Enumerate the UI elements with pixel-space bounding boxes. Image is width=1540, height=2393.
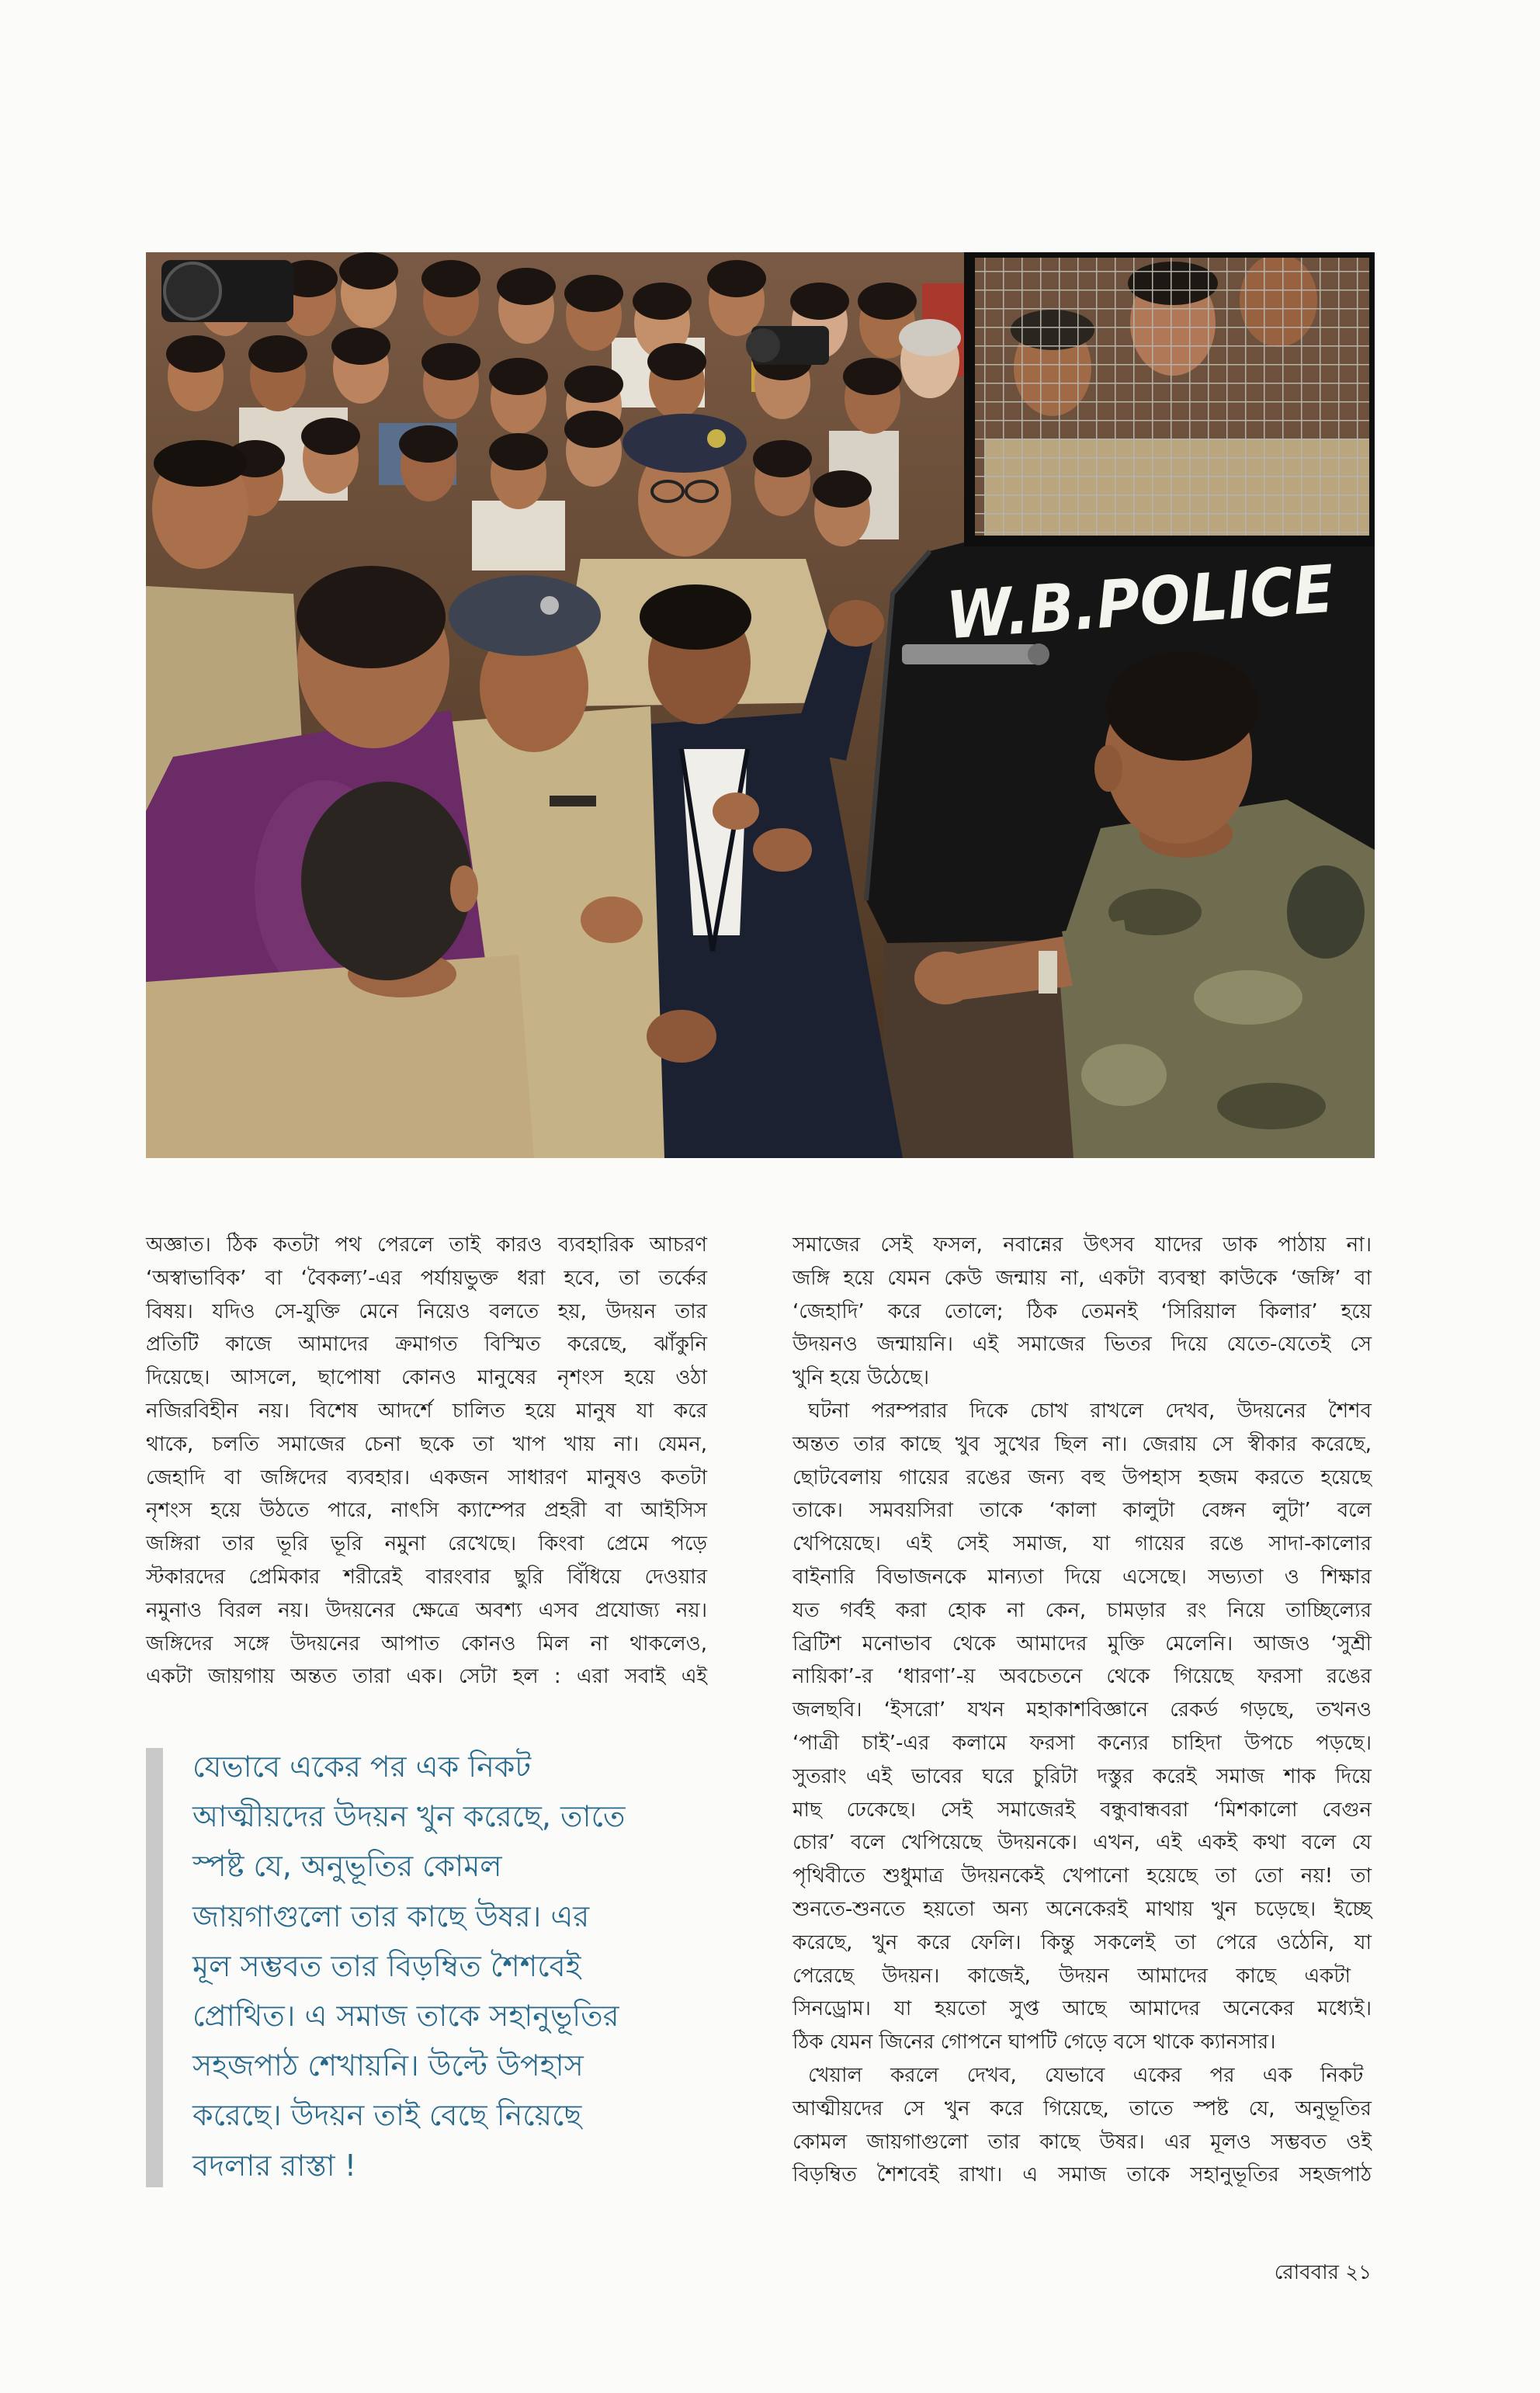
wristwatch-icon (1039, 951, 1057, 994)
pull-quote-line: জায়গাগুলো তার কাছে উষর। এর (192, 1899, 590, 1933)
text-line: পৃথিবীতে শুধুমাত্র উদয়নকেই খেপানো হয়েছে তা তো নয়! তা (793, 1864, 1372, 1888)
text-line: জেহাদি বা জঙ্গিদের ব্যবহার। একজন সাধারণ মানুষও কতটা (146, 1465, 707, 1490)
text-line: মাছ ঢেকেছে। সেই সমাজেরই বন্ধুবান্ধবরা ‘মিশকালো বেগুন (793, 1798, 1372, 1822)
text-line: জঙ্গি হয়ে যেমন কেউ জন্মায় না, একটা ব্যবস্থা কাউকে ‘জঙ্গি’ বা (793, 1266, 1372, 1290)
text-line: বিড়ম্বিত শৈশবেই রাখা। এ সমাজ তাকে সহানুভূতির সহজপাঠ (793, 2163, 1372, 2187)
news-photo (146, 252, 1375, 1158)
text-line: জঙ্গিরা তার ভূরি ভূরি নমুনা রেখেছে। কিংবা প্রেমে পড়ে (146, 1532, 707, 1556)
article-right-column (793, 1229, 1372, 2192)
text-line: উদয়নও জন্মায়নি। এই সমাজের ভিতর দিয়ে যেতে-যেতেই সে (793, 1333, 1372, 1357)
text-line: ‘অস্বাভাবিক’ বা ‘বৈকল্য’-এর পর্যায়ভুক্ত ধরা হবে, তা তর্কের (146, 1266, 707, 1290)
text-line: সমাজের সেই ফসল, নবান্নের উৎসব যাদের ডাক পাঠায় না। (793, 1233, 1372, 1257)
press-camera-icon (161, 260, 293, 322)
text-line: একটা জায়গায় অন্তত তারা এক। সেটা হল : এরা সবাই এই (146, 1665, 707, 1689)
text-line: শুনতে-শুনতে হয়তো অন্য অনেকেরই মাথায় খুন চড়েছে। ইচ্ছে (793, 1897, 1372, 1921)
text-line: চোর’ বলে খেপিয়েছে উদয়নকে। এখন, এই একই কথা বলে যে (793, 1831, 1372, 1855)
text-line: করেছে, খুন করে ফেলি। কিন্তু সকলেই তা পেরে ওঠেনি, যা (793, 1930, 1372, 1954)
pull-quote (146, 1742, 720, 2200)
pull-quote-line: যেভাবে একের পর এক নিকট (192, 1750, 532, 1784)
text-line: স্টকারদের প্রেমিকার শরীরেই বারংবার ছুরি বিঁধিয়ে দেওয়ার (146, 1565, 707, 1589)
text-line: অজ্ঞাত। ঠিক কতটা পথ পেরলে তাই কারও ব্যবহারিক আচরণ (146, 1233, 707, 1257)
pull-quote-line: করেছে। উদয়ন তাই বেছে নিয়েছে (192, 2098, 582, 2133)
text-line: জলছবি। ‘ইসরো’ যখন মহাকাশবিজ্ঞানে রেকর্ড গড়ছে, তখনও (793, 1698, 1372, 1722)
magazine-name: রোববার (1274, 2261, 1339, 2284)
text-line: সিনড্রোম। যা হয়তো সুপ্ত আছে আমাদের অনেকের মধ্যেই। (793, 1997, 1372, 2021)
text-line: ‘জেহাদি’ করে তোলে; ঠিক তেমনই ‘সিরিয়াল কিলার’ হয়ে (793, 1299, 1372, 1323)
text-line: অন্তত তার কাছে খুব সুখের ছিল না। জেরায় সে স্বীকার করেছে, (793, 1432, 1372, 1456)
text-line: পেরেছে উদয়ন। কাজেই, উদয়ন আমাদের কাছে একটা (793, 1964, 1351, 1988)
text-line: জঙ্গিদের সঙ্গে উদয়নের আপাত কোনও মিল না থাকলেও, (146, 1632, 707, 1656)
text-line: ঘটনা পরম্পরার দিকে চোখ রাখলে দেখব, উদয়নের শৈশব (808, 1399, 1372, 1423)
text-line: ‘পাত্রী চাই’-এর কলামে ফরসা কন্যের চাহিদা উপচে পড়ছে। (793, 1731, 1372, 1755)
pull-quote-line: আত্মীয়দের উদয়ন খুন করেছে, তাতে (192, 1799, 626, 1834)
text-line: নজিরবিহীন নয়। বিশেষ আদর্শে চালিত হয়ে মানুষ যা করে (146, 1399, 707, 1423)
text-line: বাইনারি বিভাজনকে মান্যতা দিয়ে এসেছে। সভ্যতা ও শিক্ষার (793, 1565, 1372, 1589)
text-line: থাকে, চলতি সমাজের চেনা ছকে তা খাপ খায় না। যেমন, (146, 1432, 707, 1456)
text-line: কোমল জায়গাগুলো তার কাছে উষর। এর মূলও সম্ভবত ওই (793, 2130, 1372, 2154)
text-line: ঠিক যেমন জিনের গোপনে ঘাপটি গেড়ে বসে থাকে ক্যানসার। (793, 2031, 1276, 2055)
text-line: খেপিয়েছে। এই সেই সমাজ, যা গায়ের রঙে সাদা-কালোর (793, 1532, 1372, 1556)
text-line: ছোটবেলায় গায়ের রঙের জন্য বহু উপহাস হজম করতে হয়েছে (793, 1465, 1372, 1490)
page-number: ২১ (1345, 2261, 1372, 2284)
pull-quote-line: সহজপাঠ শেখায়নি। উল্টে উপহাস (192, 2048, 584, 2083)
video-camera-icon (746, 326, 829, 365)
text-line: দিয়েছে। আসলে, ছাপোষা কোনও মানুষের নৃশংস হয়ে ওঠা (146, 1366, 707, 1390)
pull-quote-line: মূল সম্ভবত তার বিড়ম্বিত শৈশবেই (192, 1948, 581, 1983)
van-lettering: W.B.POLICE (943, 548, 1375, 654)
pull-quote-line: প্রোথিত। এ সমাজ তাকে সহানুভূতির (192, 1998, 619, 2033)
text-line: আত্মীয়দের সে খুন করে গিয়েছে, তাতে স্পষ্ট যে, অনুভূতির (793, 2096, 1372, 2121)
text-line: নমুনাও বিরল নয়। উদয়নের ক্ষেত্রে অবশ্য এসব প্রযোজ্য নয়। (146, 1598, 707, 1622)
door-handle-icon (902, 643, 1049, 665)
pull-quote-line: বদলার রাস্তা ! (192, 2148, 357, 2183)
van-cage (969, 252, 1375, 541)
text-line: সুতরাং এই ভাবের ঘরে চুরিটা দস্তুর করেই সমাজ শাক দিয়ে (793, 1764, 1372, 1788)
text-line: ব্রিটিশ মনোভাব থেকে আমাদের মুক্তি মেলেনি। আজও ‘সুশ্রী (793, 1632, 1372, 1656)
text-line: নৃশংস হয়ে উঠতে পারে, নাৎসি ক্যাম্পের প্রহরী বা আইসিস (146, 1499, 707, 1523)
photo-scene (146, 252, 1375, 1158)
text-line: নায়িকা’-র ‘ধারণা’-য় অবচেতনে থেকে গিয়েছে ফরসা রঙের (793, 1665, 1372, 1689)
pull-quote-bar (146, 1748, 163, 2187)
text-line: খেয়াল করলে দেখব, যেভাবে একের পর এক নিকট (808, 2063, 1364, 2087)
text-line: প্রতিটি কাজে আমাদের ক্রমাগত বিস্মিত করেছে, ঝাঁকুনি (146, 1333, 707, 1357)
page-footer (1195, 2257, 1372, 2288)
text-line: বিষয়। যদিও সে-যুক্তি মেনে নিয়েও বলতে হয়, উদয়ন তার (146, 1299, 707, 1323)
article-left-column (146, 1229, 707, 1694)
pull-quote-line: স্পষ্ট যে, অনুভূতির কোমল (192, 1849, 502, 1884)
text-line: তাকে। সমবয়সিরা তাকে ‘কালা কালুটা বেঙ্গন লুটা’ বলে (793, 1499, 1372, 1523)
text-line: যত গর্বই করা হোক না কেন, চামড়ার রং নিয়ে তাচ্ছিল্যের (793, 1598, 1372, 1622)
text-line: খুনি হয়ে উঠেছে। (793, 1366, 930, 1390)
